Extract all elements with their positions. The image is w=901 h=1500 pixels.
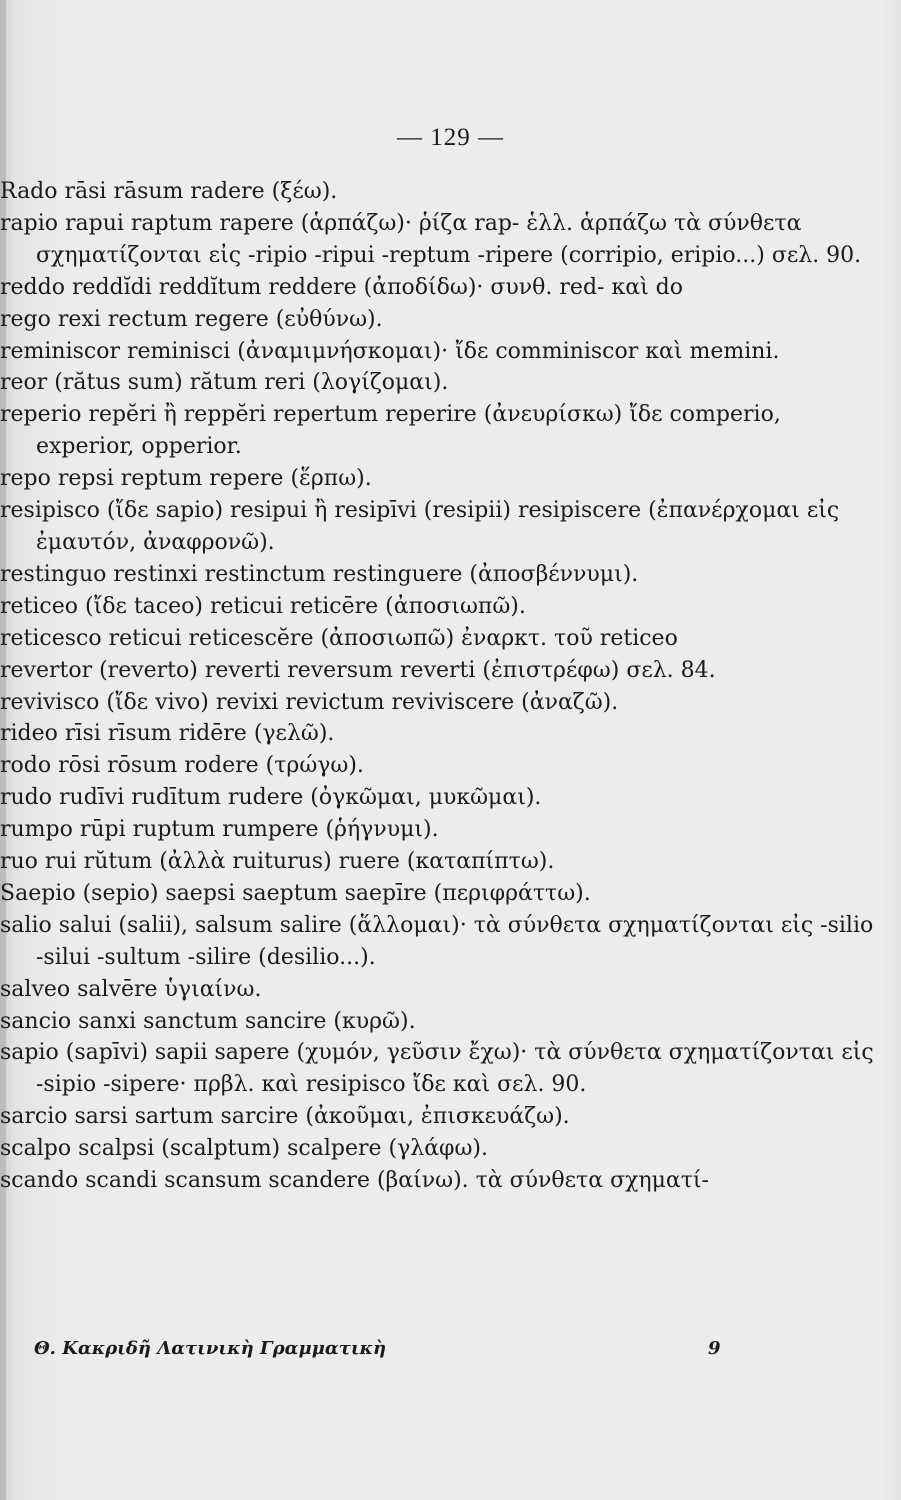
verb-entry: resipisco (ἴδε sapio) resipui ἢ resipīvi (resipii) resipiscere (ἐπανέρχομαι εἰς ἐμαυτόν, ἀναφρονῶ). (0, 498, 840, 555)
verb-entry: Rado rāsi rāsum radere (ξέω). (0, 179, 338, 204)
verb-entry: rumpo rūpi ruptum rumpere (ῥήγνυμι). (0, 817, 439, 843)
verb-entry: restinguo restinxi restinctum restinguere (ἀποσβέννυμι). (0, 561, 639, 587)
verb-entry: reminiscor reminisci (ἀναμιμνήσκομαι)· ἴδε comminiscor καὶ memini. (0, 338, 780, 364)
verb-entry: reticeo (ἴδε taceo) reticui reticēre (ἀποσιωπῶ). (0, 593, 526, 619)
verb-entry: scalpo scalpsi (scalptum) scalpere (γλάφω). (0, 1136, 488, 1162)
verb-entry: revivisco (ἴδε vivo) revixi revictum reviviscere (ἀναζῶ). (0, 689, 619, 715)
verb-entry: sapio (sapīvi) sapii sapere (χυμόν, γεῦσιν ἔχω)· τὰ σύνθετα σχηματίζονται εἰς -sipio -sipere· πρβλ. καὶ resipisco ἴδε καὶ σελ. 90. (0, 1040, 874, 1098)
verb-entry: reddo reddĭdi reddĭtum reddere (ἀποδίδω)· συνθ. red- καὶ do (0, 274, 684, 300)
verb-list (0, 176, 880, 1197)
verb-entry: revertor (reverto) reverti reversum reverti (ἐπιστρέφω) σελ. 84. (0, 657, 716, 683)
verb-entry: rideo rīsi rīsum ridēre (γελῶ). (0, 721, 335, 747)
verb-entry: repo repsi reptum repere (ἕρπω). (0, 466, 372, 492)
verb-entry: sancio sanxi sanctum sancire (κυρῶ). (0, 1008, 416, 1034)
page-footer (0, 1338, 901, 1368)
verb-entry: Saepio (sepio) saepsi saeptum saepīre (περιφράττω). (0, 880, 591, 906)
verb-entry: reor (rătus sum) rătum reri (λογίζομαι). (0, 370, 449, 396)
verb-entry: salio salui (salii), salsum salire (ἅλλομαι)· τὰ σύνθετα σχηματίζονται εἰς -silio -silui -sultum -silire (desilio...). (0, 912, 874, 970)
verb-entry: reticesco reticui reticescĕre (ἀποσιωπῶ) ἐναρκτ. τοῦ reticeo (0, 625, 678, 651)
verb-entry: ruo rui rŭtum (ἀλλὰ ruiturus) ruere (καταπίπτω). (0, 849, 555, 875)
page-number: — 129 — (397, 124, 504, 151)
sheet-number: 9 (708, 1338, 721, 1359)
signature-line: Θ. Κακριδῆ Λατινικὴ Γραμματικὴ (34, 1338, 387, 1359)
verb-entry: reperio repĕri ἢ reppĕri repertum reperire (ἀνευρίσκω) ἴδε comperio, experior, opperior. (0, 402, 781, 460)
verb-entry: rudo rudīvi rudītum rudere (ὀγκῶμαι, μυκῶμαι). (0, 785, 542, 811)
verb-entry: rego rexi rectum regere (εὐθύνω). (0, 306, 383, 332)
verb-entry: sarcio sarsi sartum sarcire (ἀκοῦμαι, ἐπισκευάζω). (0, 1104, 570, 1130)
verb-entry: salveo salvēre ὑγιαίνω. (0, 976, 262, 1002)
verb-entry: scando scandi scansum scandere (βαίνω). τὰ σύνθετα σχηματί- (0, 1168, 709, 1194)
verb-entry: rapio rapui raptum rapere (ἁρπάζω)· ῥίζα rap- ἑλλ. ἁρπάζω τὰ σύνθετα σχηματίζονται εἰς -ripio -ripui -reptum -ripere (corripio, eripio...) σελ. 90. (0, 210, 862, 268)
verb-entry: rodo rōsi rōsum rodere (τρώγω). (0, 753, 364, 779)
